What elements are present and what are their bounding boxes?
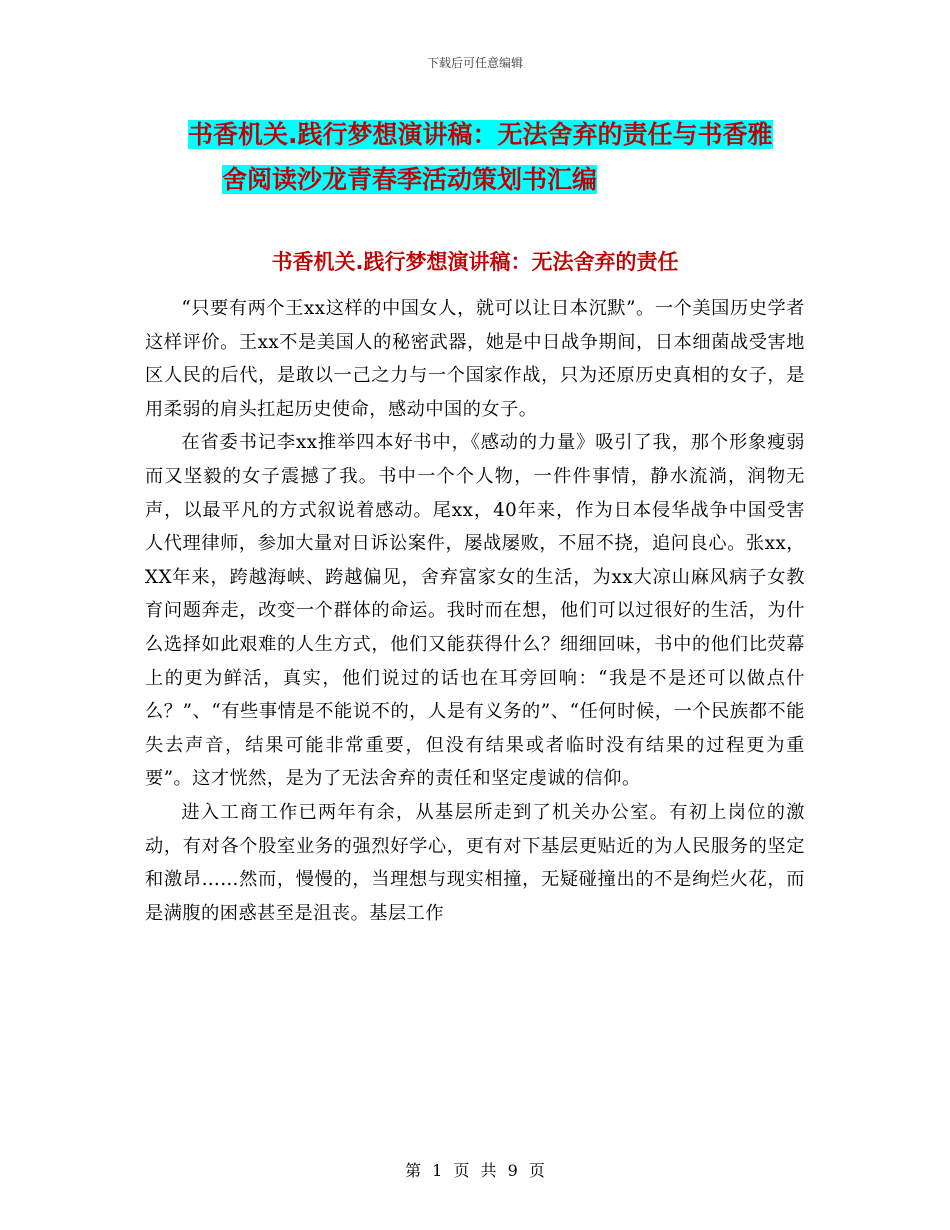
paragraph: 进入工商工作已两年有余，从基层所走到了机关办公室。有初上岗位的激动，有对各个股室业务的强烈好学心，更有对下基层更贴近的为人民服务的坚定和激昂……然而，慢慢的，当理想与现实相撞，无疑碰撞出的不是绚烂火花，而是满腹的困惑甚至是沮丧。基层工作	[145, 801, 805, 924]
title-line-1: 书香机关.践行梦想演讲稿：无法舍弃的责任与书香雅	[188, 120, 773, 149]
paragraph: 在省委书记李xx推举四本好书中，《感动的力量》吸引了我，那个形象瘦弱而又坚毅的女子震撼了我。书中一个个人物，一件件事情，静水流淌，润物无声，以最平凡的方式叙说着感动。尾xx，40年来，作为日本侵华战争中国受害人代理律师，参加大量对日诉讼案件，屡战屡败，不屈不挠，追问良心。张xx，XX年来，跨越海峡、跨越偏见，舍弃富家女的生活，为xx大凉山麻风病子女教育问题奔走，改变一个群体的命运。我时而在想，他们可以过很好的生活，为什么选择如此艰难的人生方式，他们又能获得什么？细细回味，书中的他们比荧幕上的更为鲜活，真实，他们说过的话也在耳旁回响：“我是不是还可以做点什么？”、“有些事情是不能说不的，人是有义务的”、“任何时候，一个民族都不能失去声音，结果可能非常重要，但没有结果或者临时没有结果的过程更为重要”。这才恍然，是为了无法舍弃的责任和坚定虔诚的信仰。	[145, 432, 805, 790]
header-note: 下载后可任意编辑	[426, 56, 523, 70]
section-subtitle: 书香机关.践行梦想演讲稿：无法舍弃的责任	[271, 250, 679, 274]
document-title	[188, 112, 818, 202]
body-text	[145, 292, 805, 930]
paragraph: “只要有两个王xx这样的中国女人，就可以让日本沉默”。一个美国历史学者这样评价。王xx不是美国人的秘密武器，她是中日战争期间，日本细菌战受害地区人民的后代，是敢以一己之力与一个国家作战，只为还原历史真相的女子，是用柔弱的肩头扛起历史使命，感动中国的女子。	[145, 298, 805, 420]
page-footer: 第 1 页 共 9 页	[405, 1161, 545, 1180]
title-line-2: 舍阅读沙龙青春季活动策划书汇编	[222, 165, 598, 194]
